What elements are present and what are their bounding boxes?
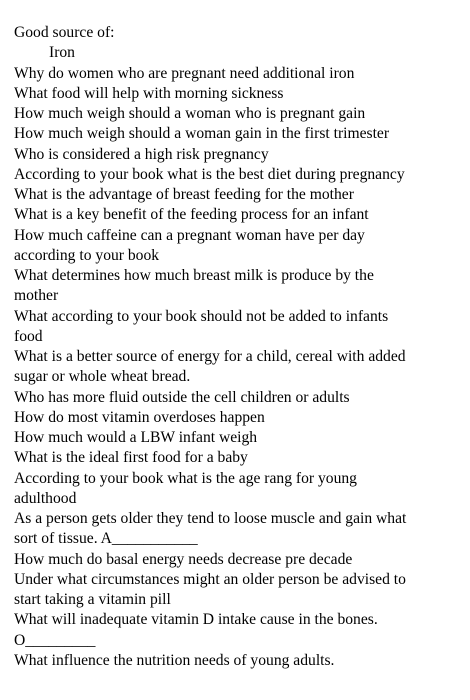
item-iron: Iron [49,44,75,62]
question-line: What is a better source of energy for a child, cereal with added [14,348,406,365]
question-line-continuation: according to your book [14,246,160,264]
question-line: As a person gets older they tend to loose muscle and gain what [14,510,407,527]
question-line: According to your book what is the age rang for young [14,469,357,487]
question-line-continuation: mother [14,287,59,305]
question-document [14,23,460,671]
question-line-continuation: start taking a vitamin pill [14,591,171,608]
question-line: What is a key benefit of the feeding process for an infant [14,206,369,224]
question-line-continuation: sort of tissue. A___________ [14,530,198,548]
heading-good-source: Good source of: [14,24,115,41]
question-line: What is the advantage of breast feeding for the mother [14,186,354,203]
question-line: How much caffeine can a pregnant woman have per day [14,226,365,244]
question-line-continuation: adulthood [14,489,77,507]
question-line: According to your book what is the best diet during pregnancy [14,165,405,183]
question-line: What determines how much breast milk is produce by the [14,267,374,284]
question-line: Under what circumstances might an older person be advised to [14,570,406,588]
question-line: Who is considered a high risk pregnancy [14,145,269,163]
question-line: Who has more fluid outside the cell children or adults [14,388,350,406]
question-line: How do most vitamin overdoses happen [14,408,265,426]
question-line-continuation: sugar or whole wheat bread. [14,368,191,386]
question-line: How much weigh should a woman gain in the first trimester [14,125,390,143]
question-line-continuation: O_________ [14,631,96,649]
question-line: How much weigh should a woman who is pregnant gain [14,105,366,122]
question-line: What will inadequate vitamin D intake cause in the bones. [14,611,378,629]
question-line: What food will help with morning sickness [14,84,284,102]
question-line: What is the ideal first food for a baby [14,449,248,467]
question-line-continuation: food [14,327,43,345]
question-line: How much do basal energy needs decrease pre decade [14,550,353,568]
question-line: Why do women who are pregnant need additional iron [14,64,355,82]
question-line: What according to your book should not be added to infants [14,307,389,325]
question-line: What influence the nutrition needs of young adults. [14,651,335,669]
question-line: How much would a LBW infant weigh [14,429,258,446]
